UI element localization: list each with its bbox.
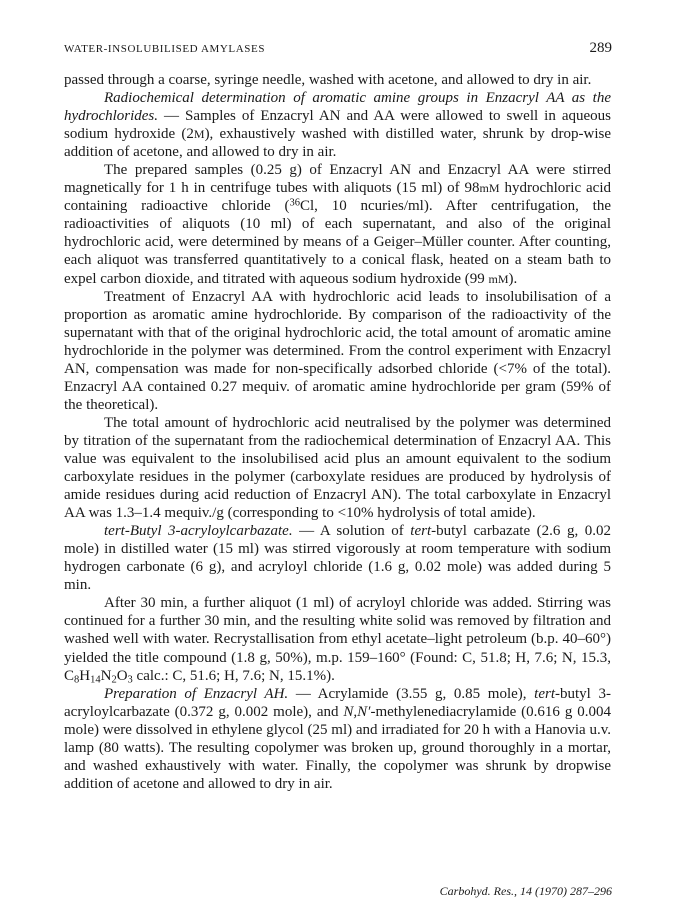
text-span: — Samples of Enzacryl AN and AA were allowed to swell in aqueous sodium hydroxide (2 — [64, 108, 611, 143]
journal-name: Carbohyd. Res. — [439, 884, 514, 898]
paragraph-butyl-carbazate — [64, 522, 611, 594]
running-head: WATER-INSOLUBILISED AMYLASES — [64, 43, 266, 55]
paragraph-radiochemical — [64, 89, 611, 161]
formula-subscript: 2 — [111, 674, 117, 686]
article-body — [64, 71, 611, 793]
text-span: Cl, 10 ncuries/ml). After centrifugation, the radioactivities of aliquots (10 ml) of each supernatant, and also of the original hydrochloric acid, were determined by means of a Geiger–Müller counter. After counting, each aliquot was transferred quantitatively to a conical flask, heated on a steam bath to expel carbon dioxide, and titrated with aqueous sodium hydroxide (99 — [64, 198, 611, 287]
formula-subscript: 8 — [74, 674, 80, 686]
formula-element: H — [79, 667, 91, 684]
paragraph-after-30-min — [64, 594, 611, 684]
text-span: — Acrylamide (3.55 g, 0.85 mole), — [288, 685, 535, 702]
text-span: hydrochloric acid containing radioactive chloride ( — [64, 180, 611, 215]
unit-millimolar: mM — [488, 271, 509, 286]
italic-tert: tert — [534, 685, 556, 702]
paragraph-prepared-samples — [64, 161, 611, 287]
section-title-prefix: tert- — [104, 523, 130, 540]
formula-element: O — [116, 667, 128, 684]
formula-subscript: 14 — [90, 674, 101, 686]
unit-millimolar: mM — [479, 181, 500, 196]
section-title-enzacryl-ah: Preparation of Enzacryl AH. — [104, 685, 289, 702]
paragraph-1: passed through a coarse, syringe needle, washed with acetone, and allowed to dry in air. — [64, 72, 592, 88]
isotope-superscript: 36 — [289, 197, 300, 209]
text-span: After 30 min, a further aliquot (1 ml) of acryloyl chloride was added. Stirring was continued for a further 30 min, and the resulting white solid was removed by filtration and washed well with water. Recrystallisation from ethyl acetate–light petroleum (b.p. 40–60°) yielded the title compound (1.8 g, 50%), m.p. 159–160° (Found: C, 51.8; H, 7.6; N, 15.3, C — [64, 595, 611, 684]
page-number: 289 — [589, 40, 612, 56]
unit-molar: M — [193, 127, 205, 142]
paragraph-total-amount: The total amount of hydrochloric acid neutralised by the polymer was determined by titration of the supernatant from the radiochemical determination of Enzacryl AA. This value was equivalent to the insolubilised acid plus an amount equivalent to the sodium carboxylate residues in the polymer (carboxylate residues are produced by hydrolysis of amide residues during acid reduction of Enzacryl AN). The total carboxylate in Enzacryl AA was 1.3–1.4 mequiv./g (corresponding to <10% hydrolysis of total amide). — [64, 414, 611, 522]
paragraph-treatment: Treatment of Enzacryl AA with hydrochloric acid leads to insolubilisation of a proportion as aromatic amine hydrochloride. By comparison of the radioactivity of the supernatant with that of the original hydrochloric acid, the total amount of aromatic amine hydrochloride in the polymer was determined. From the control experiment with Enzacryl AN, compensation was made for non-specifically adsorbed chloride (<7% of the total). Enzacryl AA contained 0.27 mequiv. of aromatic amine hydrochloride per gram (59% of the theoretical). — [64, 288, 611, 413]
text-span: -butyl carbazate (2.6 g, 0.02 mole) in distilled water (15 ml) was stirred vigorously at room temperature with sodium hydrogen carbonate (6 g), and acryloyl chloride (1.6 g, 0.02 mole) was added during 5 min. — [64, 523, 611, 594]
text-span: The prepared samples (0.25 g) of Enzacryl AN and Enzacryl AA were stirred magnetically for 1 h in centrifuge tubes with aliquots (15 ml) of 98 — [64, 162, 611, 197]
page-header — [64, 40, 612, 60]
page-footer — [440, 884, 612, 899]
journal-citation: , 14 (1970) 287–296 — [514, 884, 612, 898]
text-span: -butyl 3-acryloylcarbazate (0.372 g, 0.002 mole), and — [64, 685, 611, 720]
text-span: calc.: C, 51.6; H, 7.6; N, 15.1%). — [132, 667, 335, 684]
text-span: — A solution of — [292, 523, 411, 540]
italic-nn: N,N′ — [343, 703, 371, 720]
formula-element: N — [100, 667, 112, 684]
formula-subscript: 3 — [127, 674, 133, 686]
section-title-radiochemical: Radiochemical determination of aromatic amine groups in Enzacryl AA as the hydrochlorides. — [64, 90, 611, 125]
text-span: ). — [508, 270, 518, 287]
section-title-butyl-carbazate: Butyl 3-acryloylcarbazate. — [129, 523, 293, 540]
paragraph-enzacryl-ah — [64, 685, 611, 793]
text-span: ), exhaustively washed with distilled water, shrunk by drop-wise addition of acetone, and allowed to dry in air. — [64, 126, 611, 161]
italic-tert: tert — [410, 523, 432, 540]
text-span: -methylenediacrylamide (0.616 g 0.004 mole) were dissolved in ethylene glycol (25 ml) and irradiated for 20 h with a Hanovia u.v. lamp (80 watts). The resulting copolymer was broken up, ground thoroughly in a mortar, and washed exhaustively with water. Finally, the copolymer was shrunk by dropwise addition of acetone and allowed to dry in air. — [64, 703, 611, 792]
